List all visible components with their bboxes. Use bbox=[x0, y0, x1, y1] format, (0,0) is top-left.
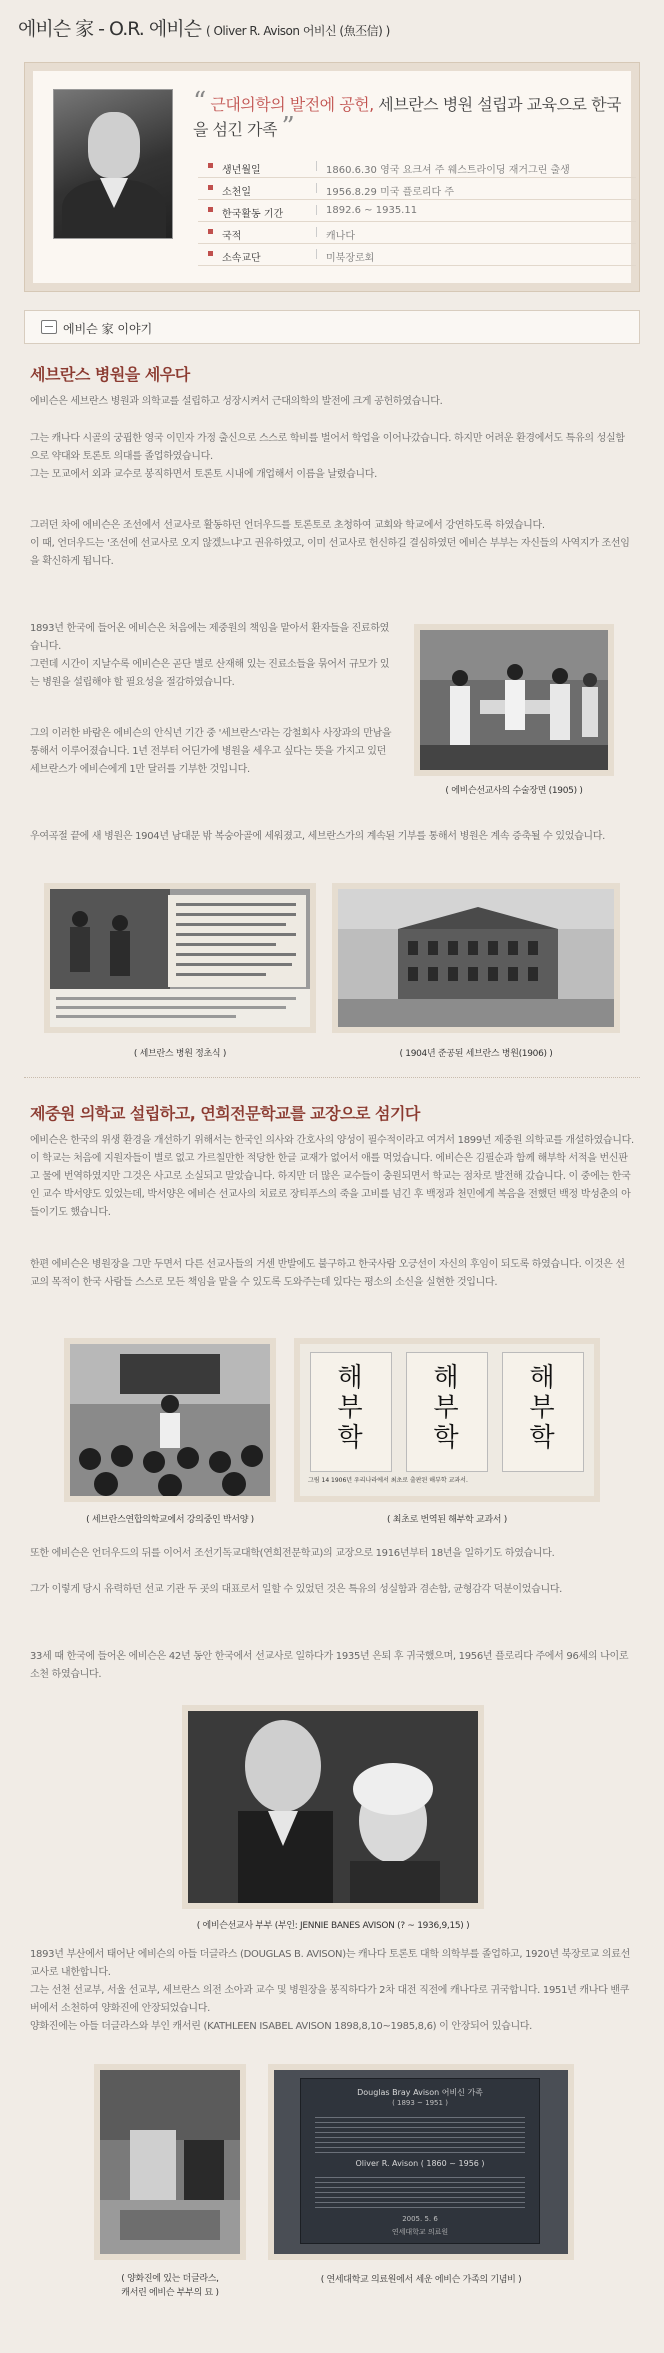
section2-paragraph: 1893년 부산에서 태어난 에비슨의 아들 더글라스 (DOUGLAS B. AVISON)는 캐나다 토론토 대학 의학부를 졸업하고, 1920년 북장로교 의료선교사로 내한합니다. bbox=[30, 1949, 630, 1978]
info-value: 1892.6 ~ 1935.11 bbox=[326, 205, 418, 216]
info-value: 1956.8.29 미국 플로리다 주 bbox=[326, 183, 454, 198]
portrait-photo bbox=[53, 89, 173, 239]
info-row bbox=[198, 222, 636, 244]
textbook-cover bbox=[502, 1352, 584, 1472]
bullet-icon bbox=[208, 251, 213, 256]
section2-paragraph: 그가 이렇게 당시 유력하던 선교 기관 두 곳의 대표로서 일할 수 있었던 것은 특유의 성실함과 겸손함, 균형감각 덕분이었습니다. bbox=[30, 1584, 563, 1595]
plaque-line: 2005. 5. 6 bbox=[402, 2215, 438, 2223]
plaque-line: 연세대학교 의료원 bbox=[391, 2228, 449, 2236]
info-value: 미북장로회 bbox=[326, 249, 374, 264]
plaque-line: ( 1893 ~ 1951 ) bbox=[392, 2099, 448, 2107]
memorial-plaque-photo bbox=[268, 2064, 574, 2260]
title-subtitle: ( Oliver R. Avison 어비신 (魚丕信) ) bbox=[205, 24, 390, 38]
grave-caption bbox=[74, 2272, 266, 2300]
quote-highlight: 근대의학의 발전에 공헌, bbox=[210, 95, 374, 114]
section1-paragraph: 1893년 한국에 들어온 에비슨은 처음에는 제중원의 책임을 맡아서 환자들을 진료하였습니다. bbox=[30, 623, 390, 652]
surgery-photo bbox=[414, 624, 614, 776]
plaque-line: Oliver R. Avison ( 1860 ~ 1956 ) bbox=[355, 2159, 485, 2168]
section-divider bbox=[24, 1077, 640, 1078]
textbook-title: 해부학 bbox=[433, 1363, 459, 1453]
section1-paragraph: 이 때, 언더우드는 '조선에 선교사로 오지 않겠느냐'고 권유하였고, 이미 선교사로 헌신하길 결심하였던 에비슨 부부는 자신들의 사역지가 조선임을 확신하게 됩니다. bbox=[30, 538, 630, 567]
groundbreaking-photo-caption: ( 세브란스 병원 정초식 ) bbox=[133, 1049, 227, 1059]
memorial-plaque-image bbox=[274, 2070, 568, 2254]
story-section-label: 에비슨 家 이야기 bbox=[63, 322, 153, 336]
textbook-caption: 그림 14 1906년 우리나라에서 최초로 출판된 해부학 교과서. bbox=[308, 1477, 468, 1484]
section1-paragraph: 그는 모교에서 외과 교수로 봉직하면서 토론토 시내에 개업해서 이름을 날렸습니다. bbox=[30, 469, 378, 480]
textbook-cover bbox=[406, 1352, 488, 1472]
minus-box-icon bbox=[41, 320, 57, 334]
bullet-icon bbox=[208, 207, 213, 212]
quote-text: 세브란스 병원 설립과 교육으로 한국을 섬긴 가족 bbox=[193, 95, 621, 139]
section2-heading: 제중원 의학교 설립하고, 연희전문학교를 교장으로 섬기다 bbox=[30, 1104, 420, 1123]
section2-paragraph: 33세 때 한국에 들어온 에비슨은 42년 동안 한국에서 선교사로 일하다가 1935년 은퇴 후 귀국했으며, 1956년 플로리다 주에서 96세의 나이로 소천 하였습니다. bbox=[30, 1651, 629, 1680]
bullet-icon bbox=[208, 185, 213, 190]
info-label: 한국활동 기간 bbox=[222, 209, 284, 220]
portrait-face bbox=[88, 112, 140, 178]
bullet-icon bbox=[208, 163, 213, 168]
lecture-photo bbox=[64, 1338, 276, 1502]
textbook-cover bbox=[310, 1352, 392, 1472]
section1-paragraph: 에비슨은 세브란스 병원과 의학교를 설립하고 성장시켜서 근대의학의 발전에 크게 공헌하였습니다. bbox=[30, 396, 443, 407]
anatomy-textbook-image bbox=[300, 1344, 594, 1496]
groundbreaking-photo-image bbox=[50, 889, 310, 1027]
avison-couple-caption: ( 에비슨선교사 부부 (부인: JENNIE BANES AVISON (? ~ 1936,9,15) ) bbox=[196, 1921, 470, 1931]
plaque-line: Douglas Bray Avison 어비신 가족 bbox=[357, 2088, 483, 2097]
title-main: 에비슨 家 - O.R. 에비슨 bbox=[18, 18, 201, 40]
severance-hospital-photo-caption: ( 1904년 준공된 세브란스 병원(1906) ) bbox=[399, 1049, 553, 1059]
section1-paragraph: 그의 이러한 바람은 에비슨의 안식년 기간 중 '세브란스'라는 강철회사 사장과의 만남을 통해서 이루어졌습니다. 1년 전부터 어딘가에 병원을 세우고 싶다는 뜻을 가지고 있던 세브란스가 에비슨에게 1만 달러를 기부한 것입니다. bbox=[30, 728, 392, 775]
anatomy-textbook-caption: ( 최초로 번역된 해부학 교과서 ) bbox=[387, 1515, 507, 1525]
info-label: 소천일 bbox=[222, 187, 251, 198]
section1-paragraph: 우여곡절 끝에 새 병원은 1904년 남대문 밖 복숭아골에 세워졌고, 세브란스가의 계속된 기부를 통해서 병원은 계속 증축될 수 있었습니다. bbox=[30, 831, 606, 842]
profile-quote bbox=[193, 87, 633, 142]
memorial-plaque-caption: ( 연세대학교 의료원에서 세운 에비슨 가족의 기념비 ) bbox=[320, 2275, 522, 2285]
grave-photo bbox=[94, 2064, 246, 2260]
page-title bbox=[18, 14, 390, 41]
quote-close-mark: ” bbox=[281, 112, 295, 142]
severance-hospital-photo bbox=[332, 883, 620, 1033]
lecture-photo-image bbox=[70, 1344, 270, 1496]
avison-couple-photo-image bbox=[188, 1711, 478, 1903]
info-row bbox=[198, 200, 636, 222]
anatomy-textbook-photo bbox=[294, 1338, 600, 1502]
section2-paragraph: 양화진에는 아들 더글라스와 부인 캐서린 (KATHLEEN ISABEL AVISON 1898,8,10~1985,8,6) 이 안장되어 있습니다. bbox=[30, 2021, 533, 2032]
profile-card bbox=[24, 62, 640, 292]
textbook-title: 해부학 bbox=[337, 1363, 363, 1453]
story-section-bar bbox=[24, 310, 640, 344]
severance-hospital-photo-image bbox=[338, 889, 614, 1027]
section2-paragraph: 에비슨은 한국의 위생 환경을 개선하기 위해서는 한국인 의사와 간호사의 양성이 필수적이라고 여겨서 1899년 제중원 의학교를 개설하였습니다. 이 학교는 처음에 지원자들이 별로 없고 가르칠만한 적당한 한글 교재가 없어서 애를 먹었습니다. 에비슨은 김필순과 함께 해부학 서적을 번신판고 물에 번역하였지만 그것은 사고로 소실되고 말았습니다. 하지만 더 많은 교수들이 충원되면서 학교는 점차로 발전해 갔습니다. 이 중에는 한국인 교수 박서양도 있었는데, 박서양은 에비슨 선교사의 치료로 장티푸스의 죽을 고비를 넘긴 후 백정과 천민에게 복음을 전했던 백정 박성춘의 아들이기도 했습니다. bbox=[30, 1135, 634, 1218]
section1-paragraph: 그런데 시간이 지날수록 에비슨은 곧단 별로 산재해 있는 진료소들을 묶어서 규모가 있는 병원을 설립해야 할 필요성을 절감하였습니다. bbox=[30, 659, 390, 688]
textbook-title: 해부학 bbox=[529, 1363, 555, 1453]
info-label: 소속교단 bbox=[222, 253, 261, 264]
info-label: 생년월일 bbox=[222, 165, 261, 176]
plaque-text-block bbox=[315, 2113, 525, 2153]
avison-couple-photo bbox=[182, 1705, 484, 1909]
grave-caption-line: 캐서린 에비슨 부부의 묘 ) bbox=[121, 2288, 219, 2298]
profile-card-inner bbox=[33, 71, 631, 283]
info-label: 국적 bbox=[222, 231, 242, 242]
info-row bbox=[198, 244, 636, 266]
surgery-photo-caption: ( 에비슨선교사의 수술장면 (1905) ) bbox=[445, 786, 583, 796]
section2-paragraph: 그는 선천 선교부, 서울 선교부, 세브란스 의전 소아과 교수 및 병원장을 봉직하다가 2차 대전 직전에 캐나다로 귀국합니다. 1951년 캐나다 밴쿠버에서 소천하여 양화진에 안장되었습니다. bbox=[30, 1985, 630, 2014]
surgery-photo-image bbox=[420, 630, 608, 770]
plaque-text-block bbox=[315, 2173, 525, 2209]
groundbreaking-photo bbox=[44, 883, 316, 1033]
info-row bbox=[198, 156, 636, 178]
profile-info-table bbox=[198, 156, 636, 266]
section1-heading: 세브란스 병원을 세우다 bbox=[30, 365, 190, 384]
info-row bbox=[198, 178, 636, 200]
lecture-photo-caption: ( 세브란스연합의학교에서 강의중인 박서양 ) bbox=[86, 1515, 254, 1525]
grave-photo-image bbox=[100, 2070, 240, 2254]
section2-paragraph: 또한 에비슨은 언더우드의 뒤를 이어서 조선기독교대학(연희전문학교)의 교장으로 1916년부터 18년을 일하기도 하였습니다. bbox=[30, 1548, 555, 1559]
bullet-icon bbox=[208, 229, 213, 234]
grave-caption-line: ( 양화진에 있는 더글라스, bbox=[121, 2274, 219, 2284]
info-value: 캐나다 bbox=[326, 227, 355, 242]
plaque-stone bbox=[300, 2078, 540, 2244]
info-value: 1860.6.30 영국 요크셔 주 웨스트라이딩 재거그린 출생 bbox=[326, 161, 570, 176]
section1-paragraph: 그는 캐나다 시골의 궁핍한 영국 이민자 가정 출신으로 스스로 학비를 벌어서 학업을 이어나갔습니다. 하지만 어려운 환경에서도 특유의 성실함으로 약대와 토론토 의대를 졸업하였습니다. bbox=[30, 433, 625, 462]
section1-paragraph: 그러던 차에 에비슨은 조선에서 선교사로 활동하던 언더우드를 토론토로 초청하여 교회와 학교에서 강연하도록 하였습니다. bbox=[30, 520, 545, 531]
section2-paragraph: 한편 에비슨은 병원장을 그만 두면서 다른 선교사들의 거센 반발에도 불구하고 한국사람 오긍선이 자신의 후임이 되도록 하였습니다. 이것은 선교의 목적이 한국 사람들 스스로 모든 책임을 맡을 수 있도록 도와주는데 있다는 평소의 소신을 실현한 것입니다. bbox=[30, 1259, 625, 1288]
quote-open-mark: “ bbox=[193, 87, 206, 117]
